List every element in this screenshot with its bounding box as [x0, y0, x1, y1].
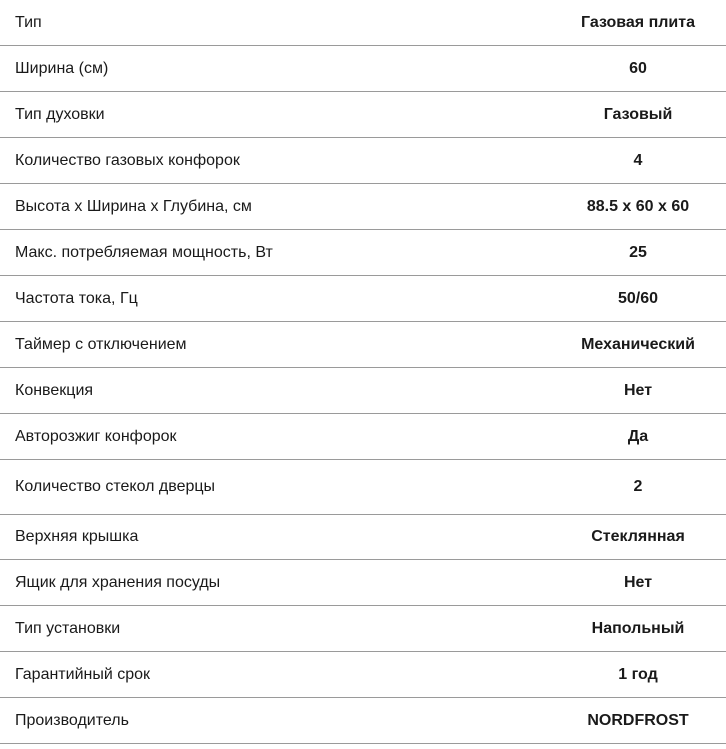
spec-value: Газовый	[603, 105, 673, 123]
spec-label: Производитель	[15, 711, 129, 729]
spec-value: Да	[627, 427, 649, 445]
spec-value: Газовая плита	[581, 13, 695, 31]
spec-label: Тип установки	[15, 619, 121, 637]
spec-label: Макс. потребляемая мощность, Вт	[15, 243, 273, 261]
spec-label: Ширина (см)	[15, 59, 109, 77]
spec-row-max-power	[0, 230, 726, 276]
spec-label: Таймер с отключением	[15, 335, 187, 353]
spec-row-door-glass	[0, 460, 726, 515]
spec-value: NORDFROST	[587, 711, 689, 729]
spec-label: Частота тока, Гц	[15, 289, 138, 307]
spec-label: Гарантийный срок	[15, 665, 151, 683]
spec-label: Количество стекол дверцы	[15, 478, 216, 495]
spec-row-storage-drawer	[0, 560, 726, 606]
spec-value: Нет	[623, 381, 653, 399]
spec-value: 25	[629, 243, 647, 261]
spec-label: Тип духовки	[15, 105, 105, 123]
spec-row-burners-count	[0, 138, 726, 184]
spec-row-manufacturer	[0, 698, 726, 744]
spec-label: Высота x Ширина x Глубина, см	[15, 197, 252, 215]
spec-label: Количество газовых конфорок	[15, 151, 240, 169]
spec-label: Тип	[15, 13, 42, 31]
spec-value: 2	[633, 478, 643, 495]
spec-row-frequency	[0, 276, 726, 322]
spec-value: 50/60	[617, 289, 659, 307]
spec-label: Конвекция	[15, 381, 94, 399]
spec-value: 88.5 x 60 x 60	[586, 197, 690, 215]
spec-row-width	[0, 46, 726, 92]
spec-value: Стеклянная	[591, 528, 685, 545]
spec-row-convection	[0, 368, 726, 414]
spec-row-oven-type	[0, 92, 726, 138]
spec-value: 4	[633, 151, 643, 169]
spec-row-dimensions	[0, 184, 726, 230]
spec-label: Авторозжиг конфорок	[15, 427, 177, 445]
spec-value: Нет	[623, 573, 653, 591]
spec-label: Ящик для хранения посуды	[15, 573, 221, 591]
spec-label: Верхняя крышка	[15, 528, 139, 545]
spec-row-warranty	[0, 652, 726, 698]
spec-row-installation-type	[0, 606, 726, 652]
spec-row-auto-ignition	[0, 414, 726, 460]
spec-value: Механический	[581, 335, 695, 353]
spec-row-top-cover	[0, 515, 726, 560]
spec-value: 60	[629, 59, 647, 77]
spec-row-type	[0, 0, 726, 46]
spec-value: 1 год	[618, 665, 658, 683]
spec-value: Напольный	[591, 619, 685, 637]
spec-row-timer	[0, 322, 726, 368]
